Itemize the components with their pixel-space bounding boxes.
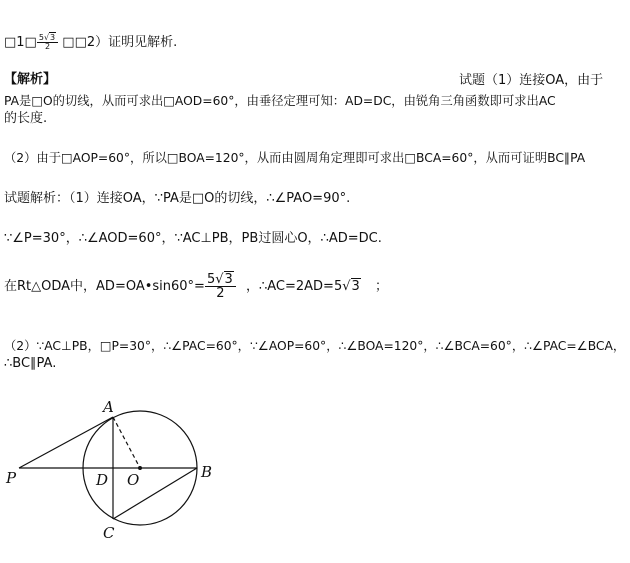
label-o: O bbox=[127, 471, 140, 489]
solution-line-1: 试题解析：（1）连接OA，∵PA是□O的切线，∴∠PAO=90°. bbox=[4, 191, 351, 206]
answer-fraction: $\frac{5√3}{2}$ bbox=[37, 34, 58, 51]
analysis-line-2: 的长度. bbox=[4, 111, 48, 126]
analysis-part2-line: （2）由于□AOP=60°，所以□BOA=120°，从而由圆周角定理即可求出□BCA=60°，从而可证明BC∥PA bbox=[4, 151, 586, 165]
solution-line-4: （2）∵AC⊥PB，□P=30°，∴∠PAC=60°，∵∠AOP=60°，∴∠BOA=120°，∴∠BCA=60°，∴∠PAC=∠BCA， bbox=[4, 339, 626, 353]
label-b: B bbox=[201, 463, 213, 481]
solution-line3-end: ； bbox=[374, 279, 388, 294]
solution-line-2: ∵∠P=30°，∴∠AOD=60°，∵AC⊥PB，PB过圆心O，∴AD=DC. bbox=[4, 231, 382, 246]
solution-line3-prefix: 在Rt△ODA中，AD=OA•sin60°= bbox=[4, 279, 205, 294]
line-cb bbox=[113, 468, 197, 519]
center-point-o bbox=[138, 466, 142, 470]
analysis-header: 【解析】 bbox=[4, 72, 57, 87]
analysis-intro: 试题（1）连接OA，由于 bbox=[459, 73, 604, 88]
solution-line3-mid: ，∴AC=2AD=5 bbox=[245, 279, 343, 294]
label-p: P bbox=[6, 469, 17, 487]
label-c: C bbox=[103, 524, 115, 542]
solution-fraction: $\frac{5√3}{2}$ bbox=[205, 273, 236, 300]
analysis-line-1: PA是□O的切线，从而可求出□AOD=60°，由垂径定理可知：AD=DC，由锐角三角函数即可求出AC bbox=[4, 94, 556, 108]
solution-line3-sqrt: √3 bbox=[342, 279, 360, 294]
solution-line-5: ∴BC∥PA. bbox=[4, 356, 57, 371]
label-d: D bbox=[96, 471, 109, 489]
line-ao-dashed bbox=[113, 417, 140, 468]
label-a: A bbox=[103, 398, 114, 416]
answer-part2: □□2）证明见解析. bbox=[62, 35, 178, 50]
answer-part1-prefix: □1□ bbox=[4, 35, 37, 50]
line-pa bbox=[19, 417, 113, 468]
